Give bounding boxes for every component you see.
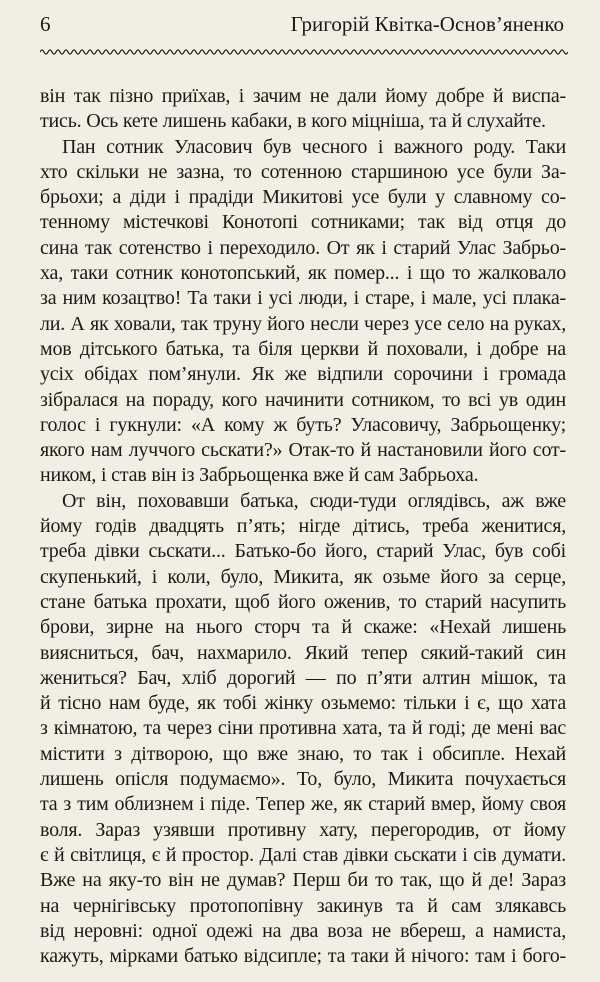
text-line: ником, і став він із Забрьощенка вже й сам Забрьоха. <box>40 464 479 487</box>
text-line: брови, зирне на нього сторч та й скаже: «Нехай лишень <box>40 616 566 639</box>
text-line: від неровні: одної одежі на два воза не вбереш, а намиста, <box>40 919 566 942</box>
text-line: містити з дітворою, що вже знаю, то так і обсипле. Нехай <box>40 742 566 765</box>
text-line: є й світлиця, є й простор. Далі став дівки сьcкати і сів думати. <box>40 843 566 866</box>
text-line: йому годів двадцять п’ять; нігде дітись, треба женитися, <box>40 515 566 538</box>
text-line: кажуть, мірками батько відсипле; та таки й нічого: там і бого- <box>40 945 566 968</box>
text-line: усіх обідах пом’янули. Як же відпили сорочини і громада <box>40 363 566 386</box>
text-line: тенному містечкові Конотопі сотниками; так від отця до <box>40 211 566 234</box>
text-line: хто скільки не зазна, то сотенною старшиною усе були За- <box>40 160 566 183</box>
text-line: брьохи; а діди і прадіди Микитові усе були у славному со- <box>40 186 566 209</box>
text-line: ли. А як ховали, так труну його несли через усе село на руках, <box>40 312 566 335</box>
text-line: лишень опісля подумаємо». То, було, Микита почухається <box>40 768 566 791</box>
text-line: сина так сотенство і переходило. От як і старий Улас Забрьо- <box>40 236 566 259</box>
text-line: за ним козацтво! Та таки і усі люди, і старе, і мале, усі плака- <box>40 287 566 310</box>
text-line: на чернігівську протопопівну закинув та й сам злякавсь <box>40 894 566 917</box>
text-line: стане батька прохати, щоб його оженив, то старий насупить <box>40 590 566 613</box>
text-line: голос і гукнули: «А кому ж буть? Уласовичу, Забрьощенку; <box>40 413 566 436</box>
text-line: він так пізно приїхав, і зачим не дали йому добре й виспа- <box>40 85 566 107</box>
text-line: з кімнатою, та через сіни противна хата, та й годі; де мені вас <box>40 717 566 740</box>
text-line: жениться? Бач, хліб дорогий — по п’яти алтин мішок, та <box>40 666 566 689</box>
text-line: та з тим облизнем і піде. Тепер же, як старий вмер, йому своя <box>40 793 566 816</box>
body-text <box>40 84 566 969</box>
wavy-divider <box>40 46 568 58</box>
page-number: 6 <box>40 12 51 36</box>
text-line: треба дівки сьcкати... Батько-бо його, старий Улас, був собі <box>40 540 566 563</box>
text-line: вияcниться, бач, нахмарило. Який тепер сякий-такий син <box>40 641 566 664</box>
text-line: зібралася на пораду, кого начинити сотником, то всі ув один <box>40 388 566 411</box>
text-line: мов дітського батька, та біля церкви й поховали, і добре на <box>40 337 566 360</box>
text-line: й тісно нам буде, як тобі жінку озьмемо: тільки і є, що хата <box>40 692 566 715</box>
text-line: якого нам луччого сьcкати?» Отак-то й настановили його сот- <box>40 439 566 462</box>
text-line: От він, поховавши батька, сюди-туди оглядівсь, аж вже <box>62 489 566 512</box>
text-line: скупенький, і коли, було, Микита, як озьме його за серце, <box>40 565 566 588</box>
text-line: Вже на яку-то він не думав? Перш би то так, що й де! Зараз <box>40 869 566 892</box>
running-header-author: Григорій Квітка-Основ’яненко <box>290 12 564 36</box>
text-line: ха, таки сотник конотопський, як помер... і що то жалковало <box>40 262 566 285</box>
text-line: воля. Зараз узявши противну хату, перегородив, от йому <box>40 818 566 841</box>
text-line: Пан сотник Уласович був чесного і важного роду. Таки <box>62 135 566 158</box>
text-line: тись. Ось кете лишень кабаки, в кого міцніша, та й слухайте. <box>40 110 546 133</box>
